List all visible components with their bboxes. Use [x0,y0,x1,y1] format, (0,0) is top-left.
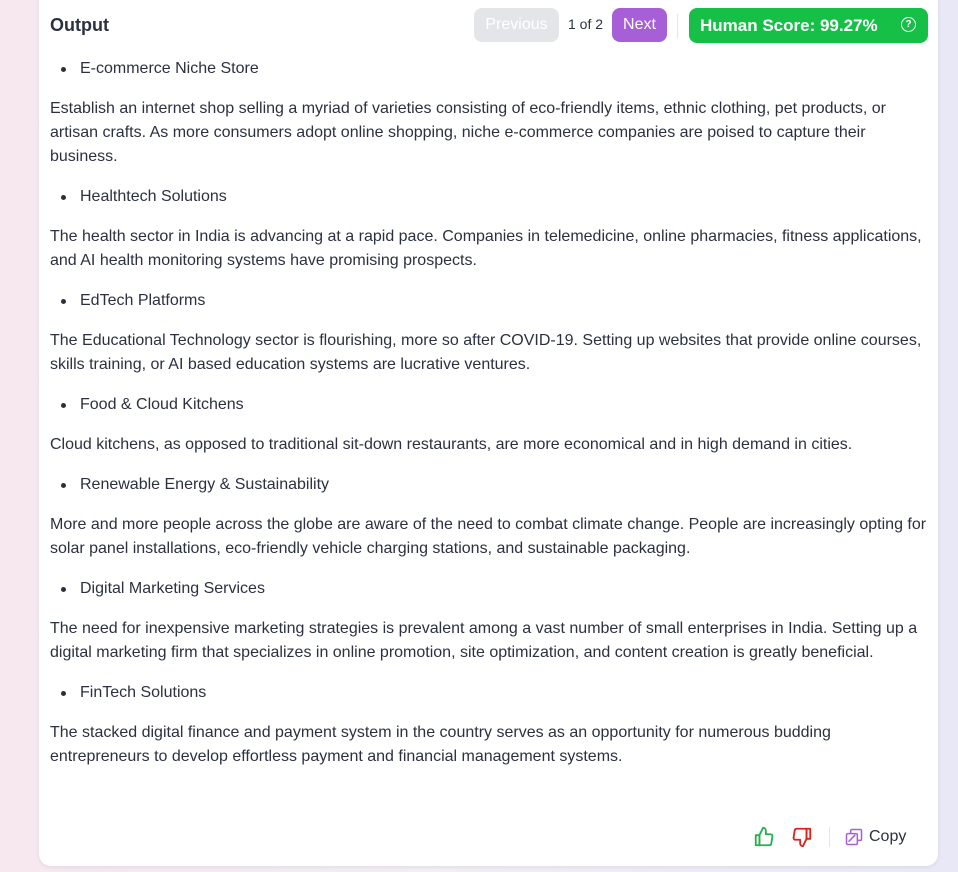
list-item-heading: EdTech Platforms [50,289,928,313]
output-header [50,8,928,44]
list-item-body: More and more people across the globe are aware of the need to combat climate change. People are increasingly opting for solar panel installations, eco-friendly vehicle charging stations, and sustainable packaging. [50,516,927,557]
copy-label: Copy [869,828,907,845]
list-item-heading: FinTech Solutions [50,681,928,705]
question-circle-icon[interactable]: ? [901,17,916,32]
list-item-heading: E-commerce Niche Store [50,57,928,81]
list-item-body: The need for inexpensive marketing strategies is prevalent among a vast number of small enterprises in India. Setting up a digital marketing firm that specializes in online promotion, site optimization, and content creation is greatly beneficial. [50,620,918,661]
output-title: Output [50,15,109,35]
thumbs-up-icon[interactable] [753,826,775,848]
list-item-heading: Digital Marketing Services [50,577,928,601]
copy-icon [844,827,864,847]
footer-divider [829,827,830,847]
next-button[interactable]: Next [612,8,667,42]
list-item-heading: Renewable Energy & Sustainability [50,473,928,497]
list-item-body: The stacked digital finance and payment system in the country serves as an opportunity for numerous budding entrepreneurs to develop effortless payment and financial management systems. [50,724,831,765]
previous-button[interactable]: Previous [474,8,559,42]
output-card [39,0,938,866]
page-indicator: 1 of 2 [568,16,604,32]
list-item-heading: Food & Cloud Kitchens [50,393,928,417]
copy-button[interactable] [844,824,906,850]
human-score-badge[interactable] [689,8,928,43]
list-item-body: The health sector in India is advancing at a rapid pace. Companies in telemedicine, online pharmacies, fitness applications, and AI health monitoring systems have promising prospects. [50,228,922,269]
thumbs-down-icon[interactable] [791,826,813,848]
list-item-body: Establish an internet shop selling a myriad of varieties consisting of eco-friendly items, ethnic clothing, pet products, or artisan crafts. As more consumers adopt online shopping, niche e-commerce companies are poised to capture their business. [50,100,886,165]
list-item-heading: Healthtech Solutions [50,185,928,209]
output-content [50,57,928,785]
output-footer [39,824,938,854]
header-divider [677,14,678,38]
human-score-label: Human Score: 99.27% [700,15,878,35]
list-item-body: Cloud kitchens, as opposed to traditional sit-down restaurants, are more economical and in high demand in cities. [50,436,853,453]
list-item-body: The Educational Technology sector is flourishing, more so after COVID-19. Setting up websites that provide online courses, skills training, or AI based education systems are lucrative ventures. [50,332,922,373]
